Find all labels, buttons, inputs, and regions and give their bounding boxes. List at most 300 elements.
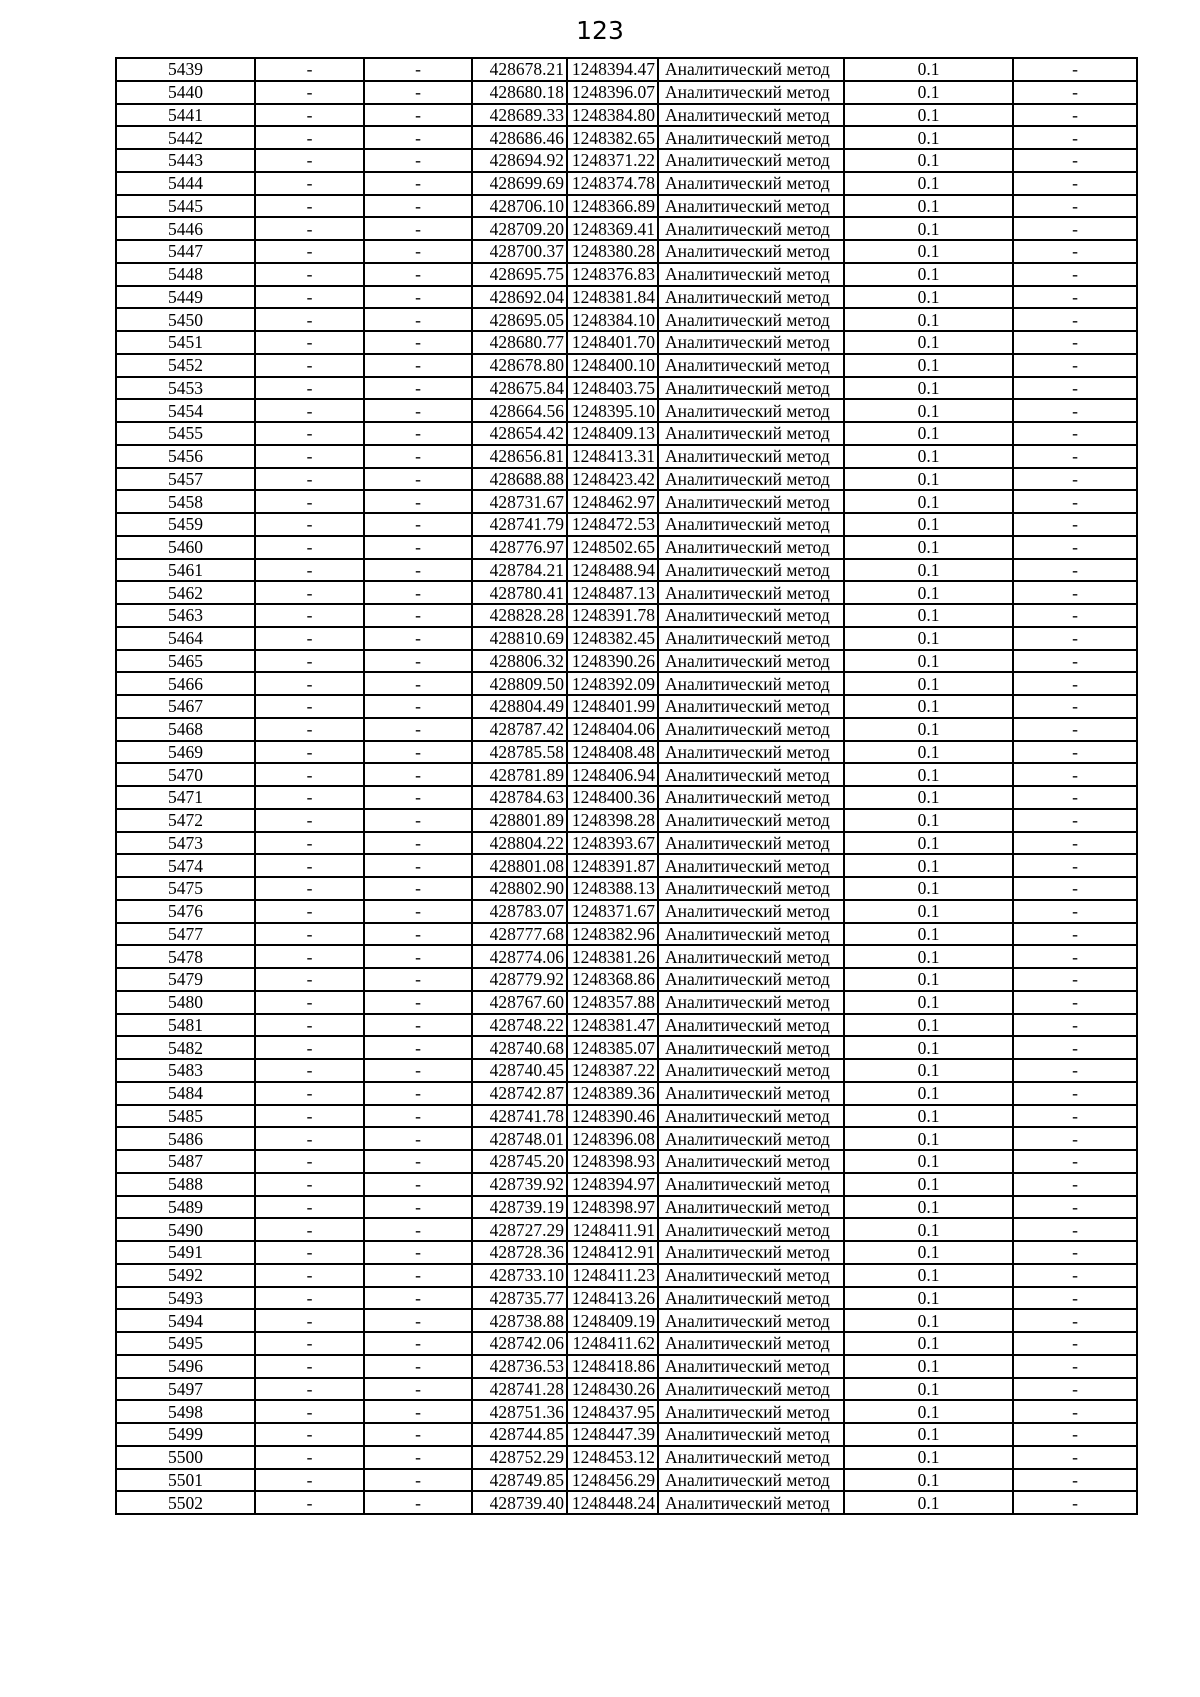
table-row: [116, 809, 1137, 832]
empty-dash-cell: -: [255, 1218, 364, 1241]
x-coordinate-cell: 428748.01: [472, 1127, 567, 1150]
method-cell: Аналитический метод: [658, 1218, 844, 1241]
y-coordinate-cell: 1248380.28: [567, 240, 658, 263]
y-coordinate-cell: 1248418.86: [567, 1355, 658, 1378]
table-row: [116, 172, 1137, 195]
point-number-cell: 5493: [116, 1287, 255, 1310]
empty-dash-cell: -: [255, 923, 364, 946]
table-row: [116, 900, 1137, 923]
empty-dash-cell: -: [1013, 263, 1137, 286]
accuracy-cell: 0.1: [844, 513, 1013, 536]
x-coordinate-cell: 428751.36: [472, 1400, 567, 1423]
point-number-cell: 5492: [116, 1264, 255, 1287]
method-cell: Аналитический метод: [658, 1287, 844, 1310]
empty-dash-cell: -: [255, 672, 364, 695]
method-cell: Аналитический метод: [658, 581, 844, 604]
x-coordinate-cell: 428744.85: [472, 1423, 567, 1446]
point-number-cell: 5444: [116, 172, 255, 195]
empty-dash-cell: -: [255, 1378, 364, 1401]
x-coordinate-cell: 428784.63: [472, 786, 567, 809]
table-row: [116, 126, 1137, 149]
empty-dash-cell: -: [364, 581, 472, 604]
point-number-cell: 5461: [116, 559, 255, 582]
accuracy-cell: 0.1: [844, 854, 1013, 877]
point-number-cell: 5498: [116, 1400, 255, 1423]
empty-dash-cell: -: [1013, 286, 1137, 309]
x-coordinate-cell: 428740.68: [472, 1036, 567, 1059]
table-row: [116, 1105, 1137, 1128]
empty-dash-cell: -: [255, 877, 364, 900]
point-number-cell: 5464: [116, 627, 255, 650]
empty-dash-cell: -: [255, 81, 364, 104]
empty-dash-cell: -: [364, 490, 472, 513]
empty-dash-cell: -: [364, 1469, 472, 1492]
empty-dash-cell: -: [364, 695, 472, 718]
empty-dash-cell: -: [255, 627, 364, 650]
empty-dash-cell: -: [364, 58, 472, 81]
accuracy-cell: 0.1: [844, 263, 1013, 286]
table-row: [116, 536, 1137, 559]
table-row: [116, 1082, 1137, 1105]
accuracy-cell: 0.1: [844, 945, 1013, 968]
empty-dash-cell: -: [255, 1127, 364, 1150]
point-number-cell: 5454: [116, 399, 255, 422]
empty-dash-cell: -: [1013, 308, 1137, 331]
empty-dash-cell: -: [1013, 536, 1137, 559]
method-cell: Аналитический метод: [658, 1082, 844, 1105]
empty-dash-cell: -: [1013, 763, 1137, 786]
table-body: [116, 58, 1137, 1514]
method-cell: Аналитический метод: [658, 104, 844, 127]
accuracy-cell: 0.1: [844, 1150, 1013, 1173]
point-number-cell: 5440: [116, 81, 255, 104]
table-row: [116, 672, 1137, 695]
method-cell: Аналитический метод: [658, 1400, 844, 1423]
empty-dash-cell: -: [1013, 468, 1137, 491]
point-number-cell: 5491: [116, 1241, 255, 1264]
y-coordinate-cell: 1248400.36: [567, 786, 658, 809]
y-coordinate-cell: 1248381.26: [567, 945, 658, 968]
empty-dash-cell: -: [364, 1355, 472, 1378]
accuracy-cell: 0.1: [844, 1446, 1013, 1469]
x-coordinate-cell: 428664.56: [472, 399, 567, 422]
x-coordinate-cell: 428745.20: [472, 1150, 567, 1173]
method-cell: Аналитический метод: [658, 1241, 844, 1264]
empty-dash-cell: -: [255, 900, 364, 923]
empty-dash-cell: -: [255, 195, 364, 218]
empty-dash-cell: -: [364, 1218, 472, 1241]
accuracy-cell: 0.1: [844, 763, 1013, 786]
x-coordinate-cell: 428733.10: [472, 1264, 567, 1287]
y-coordinate-cell: 1248382.45: [567, 627, 658, 650]
empty-dash-cell: -: [364, 559, 472, 582]
empty-dash-cell: -: [364, 923, 472, 946]
empty-dash-cell: -: [255, 1332, 364, 1355]
empty-dash-cell: -: [1013, 627, 1137, 650]
empty-dash-cell: -: [364, 718, 472, 741]
table-row: [116, 490, 1137, 513]
point-number-cell: 5450: [116, 308, 255, 331]
table-row: [116, 877, 1137, 900]
point-number-cell: 5447: [116, 240, 255, 263]
empty-dash-cell: -: [1013, 1241, 1137, 1264]
empty-dash-cell: -: [1013, 945, 1137, 968]
accuracy-cell: 0.1: [844, 581, 1013, 604]
table-row: [116, 718, 1137, 741]
method-cell: Аналитический метод: [658, 263, 844, 286]
accuracy-cell: 0.1: [844, 217, 1013, 240]
y-coordinate-cell: 1248395.10: [567, 399, 658, 422]
point-number-cell: 5460: [116, 536, 255, 559]
y-coordinate-cell: 1248382.65: [567, 126, 658, 149]
accuracy-cell: 0.1: [844, 1287, 1013, 1310]
accuracy-cell: 0.1: [844, 650, 1013, 673]
table-row: [116, 1264, 1137, 1287]
method-cell: Аналитический метод: [658, 1469, 844, 1492]
empty-dash-cell: -: [255, 1036, 364, 1059]
empty-dash-cell: -: [255, 650, 364, 673]
method-cell: Аналитический метод: [658, 695, 844, 718]
x-coordinate-cell: 428739.40: [472, 1491, 567, 1514]
y-coordinate-cell: 1248453.12: [567, 1446, 658, 1469]
accuracy-cell: 0.1: [844, 536, 1013, 559]
method-cell: Аналитический метод: [658, 877, 844, 900]
table-row: [116, 399, 1137, 422]
empty-dash-cell: -: [364, 1400, 472, 1423]
y-coordinate-cell: 1248394.47: [567, 58, 658, 81]
x-coordinate-cell: 428678.80: [472, 354, 567, 377]
empty-dash-cell: -: [364, 1150, 472, 1173]
point-number-cell: 5477: [116, 923, 255, 946]
empty-dash-cell: -: [255, 1059, 364, 1082]
x-coordinate-cell: 428787.42: [472, 718, 567, 741]
empty-dash-cell: -: [1013, 1105, 1137, 1128]
accuracy-cell: 0.1: [844, 468, 1013, 491]
point-number-cell: 5445: [116, 195, 255, 218]
empty-dash-cell: -: [364, 104, 472, 127]
empty-dash-cell: -: [255, 217, 364, 240]
point-number-cell: 5439: [116, 58, 255, 81]
accuracy-cell: 0.1: [844, 991, 1013, 1014]
x-coordinate-cell: 428828.28: [472, 604, 567, 627]
y-coordinate-cell: 1248409.19: [567, 1309, 658, 1332]
method-cell: Аналитический метод: [658, 468, 844, 491]
point-number-cell: 5486: [116, 1127, 255, 1150]
y-coordinate-cell: 1248411.23: [567, 1264, 658, 1287]
point-number-cell: 5490: [116, 1218, 255, 1241]
point-number-cell: 5495: [116, 1332, 255, 1355]
empty-dash-cell: -: [364, 308, 472, 331]
table-row: [116, 422, 1137, 445]
accuracy-cell: 0.1: [844, 1196, 1013, 1219]
table-row: [116, 195, 1137, 218]
point-number-cell: 5476: [116, 900, 255, 923]
y-coordinate-cell: 1248413.26: [567, 1287, 658, 1310]
point-number-cell: 5487: [116, 1150, 255, 1173]
table-row: [116, 627, 1137, 650]
empty-dash-cell: -: [1013, 809, 1137, 832]
empty-dash-cell: -: [255, 604, 364, 627]
empty-dash-cell: -: [1013, 513, 1137, 536]
empty-dash-cell: -: [255, 1309, 364, 1332]
point-number-cell: 5469: [116, 741, 255, 764]
empty-dash-cell: -: [364, 1378, 472, 1401]
x-coordinate-cell: 428728.36: [472, 1241, 567, 1264]
empty-dash-cell: -: [364, 1082, 472, 1105]
method-cell: Аналитический метод: [658, 1150, 844, 1173]
y-coordinate-cell: 1248382.96: [567, 923, 658, 946]
method-cell: Аналитический метод: [658, 604, 844, 627]
empty-dash-cell: -: [364, 81, 472, 104]
table-row: [116, 354, 1137, 377]
x-coordinate-cell: 428779.92: [472, 968, 567, 991]
y-coordinate-cell: 1248391.87: [567, 854, 658, 877]
empty-dash-cell: -: [1013, 1446, 1137, 1469]
method-cell: Аналитический метод: [658, 1036, 844, 1059]
empty-dash-cell: -: [1013, 399, 1137, 422]
x-coordinate-cell: 428695.05: [472, 308, 567, 331]
accuracy-cell: 0.1: [844, 672, 1013, 695]
y-coordinate-cell: 1248398.93: [567, 1150, 658, 1173]
y-coordinate-cell: 1248403.75: [567, 377, 658, 400]
empty-dash-cell: -: [364, 399, 472, 422]
empty-dash-cell: -: [255, 399, 364, 422]
empty-dash-cell: -: [1013, 672, 1137, 695]
table-row: [116, 1446, 1137, 1469]
accuracy-cell: 0.1: [844, 126, 1013, 149]
table-row: [116, 1014, 1137, 1037]
point-number-cell: 5482: [116, 1036, 255, 1059]
table-row: [116, 1241, 1137, 1264]
x-coordinate-cell: 428680.18: [472, 81, 567, 104]
table-row: [116, 650, 1137, 673]
empty-dash-cell: -: [1013, 695, 1137, 718]
x-coordinate-cell: 428695.75: [472, 263, 567, 286]
empty-dash-cell: -: [255, 308, 364, 331]
empty-dash-cell: -: [255, 445, 364, 468]
point-number-cell: 5462: [116, 581, 255, 604]
table-row: [116, 445, 1137, 468]
empty-dash-cell: -: [255, 1150, 364, 1173]
empty-dash-cell: -: [255, 1196, 364, 1219]
empty-dash-cell: -: [255, 991, 364, 1014]
empty-dash-cell: -: [255, 1014, 364, 1037]
empty-dash-cell: -: [1013, 991, 1137, 1014]
empty-dash-cell: -: [1013, 1332, 1137, 1355]
empty-dash-cell: -: [255, 1241, 364, 1264]
point-number-cell: 5478: [116, 945, 255, 968]
table-row: [116, 1355, 1137, 1378]
method-cell: Аналитический метод: [658, 1059, 844, 1082]
x-coordinate-cell: 428727.29: [472, 1218, 567, 1241]
empty-dash-cell: -: [1013, 445, 1137, 468]
accuracy-cell: 0.1: [844, 559, 1013, 582]
accuracy-cell: 0.1: [844, 58, 1013, 81]
empty-dash-cell: -: [255, 104, 364, 127]
empty-dash-cell: -: [1013, 1127, 1137, 1150]
point-number-cell: 5453: [116, 377, 255, 400]
x-coordinate-cell: 428801.08: [472, 854, 567, 877]
empty-dash-cell: -: [1013, 240, 1137, 263]
accuracy-cell: 0.1: [844, 1105, 1013, 1128]
empty-dash-cell: -: [1013, 1218, 1137, 1241]
y-coordinate-cell: 1248401.70: [567, 331, 658, 354]
x-coordinate-cell: 428709.20: [472, 217, 567, 240]
point-number-cell: 5446: [116, 217, 255, 240]
method-cell: Аналитический метод: [658, 1264, 844, 1287]
table-row: [116, 104, 1137, 127]
method-cell: Аналитический метод: [658, 490, 844, 513]
accuracy-cell: 0.1: [844, 741, 1013, 764]
empty-dash-cell: -: [364, 1491, 472, 1514]
empty-dash-cell: -: [1013, 650, 1137, 673]
x-coordinate-cell: 428675.84: [472, 377, 567, 400]
empty-dash-cell: -: [1013, 1014, 1137, 1037]
empty-dash-cell: -: [364, 741, 472, 764]
x-coordinate-cell: 428784.21: [472, 559, 567, 582]
method-cell: Аналитический метод: [658, 1378, 844, 1401]
empty-dash-cell: -: [1013, 1264, 1137, 1287]
empty-dash-cell: -: [1013, 832, 1137, 855]
y-coordinate-cell: 1248393.67: [567, 832, 658, 855]
method-cell: Аналитический метод: [658, 832, 844, 855]
accuracy-cell: 0.1: [844, 1491, 1013, 1514]
empty-dash-cell: -: [1013, 58, 1137, 81]
y-coordinate-cell: 1248368.86: [567, 968, 658, 991]
method-cell: Аналитический метод: [658, 1491, 844, 1514]
y-coordinate-cell: 1248430.26: [567, 1378, 658, 1401]
y-coordinate-cell: 1248400.10: [567, 354, 658, 377]
empty-dash-cell: -: [255, 718, 364, 741]
x-coordinate-cell: 428777.68: [472, 923, 567, 946]
empty-dash-cell: -: [255, 1264, 364, 1287]
empty-dash-cell: -: [364, 877, 472, 900]
empty-dash-cell: -: [364, 809, 472, 832]
empty-dash-cell: -: [364, 1059, 472, 1082]
empty-dash-cell: -: [255, 809, 364, 832]
table-row: [116, 695, 1137, 718]
accuracy-cell: 0.1: [844, 240, 1013, 263]
table-row: [116, 1491, 1137, 1514]
accuracy-cell: 0.1: [844, 1355, 1013, 1378]
point-number-cell: 5488: [116, 1173, 255, 1196]
empty-dash-cell: -: [255, 422, 364, 445]
method-cell: Аналитический метод: [658, 718, 844, 741]
accuracy-cell: 0.1: [844, 627, 1013, 650]
empty-dash-cell: -: [255, 1423, 364, 1446]
point-number-cell: 5483: [116, 1059, 255, 1082]
point-number-cell: 5466: [116, 672, 255, 695]
table-row: [116, 1469, 1137, 1492]
method-cell: Аналитический метод: [658, 308, 844, 331]
accuracy-cell: 0.1: [844, 104, 1013, 127]
y-coordinate-cell: 1248423.42: [567, 468, 658, 491]
y-coordinate-cell: 1248502.65: [567, 536, 658, 559]
empty-dash-cell: -: [255, 286, 364, 309]
y-coordinate-cell: 1248374.78: [567, 172, 658, 195]
table-row: [116, 149, 1137, 172]
y-coordinate-cell: 1248384.10: [567, 308, 658, 331]
point-number-cell: 5443: [116, 149, 255, 172]
point-number-cell: 5472: [116, 809, 255, 832]
empty-dash-cell: -: [364, 1446, 472, 1469]
point-number-cell: 5484: [116, 1082, 255, 1105]
table-row: [116, 786, 1137, 809]
method-cell: Аналитический метод: [658, 536, 844, 559]
x-coordinate-cell: 428752.29: [472, 1446, 567, 1469]
method-cell: Аналитический метод: [658, 741, 844, 764]
empty-dash-cell: -: [364, 968, 472, 991]
y-coordinate-cell: 1248456.29: [567, 1469, 658, 1492]
table-row: [116, 559, 1137, 582]
point-number-cell: 5501: [116, 1469, 255, 1492]
y-coordinate-cell: 1248366.89: [567, 195, 658, 218]
empty-dash-cell: -: [255, 263, 364, 286]
y-coordinate-cell: 1248376.83: [567, 263, 658, 286]
empty-dash-cell: -: [1013, 581, 1137, 604]
accuracy-cell: 0.1: [844, 718, 1013, 741]
empty-dash-cell: -: [364, 195, 472, 218]
empty-dash-cell: -: [1013, 1400, 1137, 1423]
empty-dash-cell: -: [1013, 1059, 1137, 1082]
empty-dash-cell: -: [1013, 377, 1137, 400]
accuracy-cell: 0.1: [844, 195, 1013, 218]
method-cell: Аналитический метод: [658, 172, 844, 195]
x-coordinate-cell: 428749.85: [472, 1469, 567, 1492]
empty-dash-cell: -: [1013, 422, 1137, 445]
x-coordinate-cell: 428810.69: [472, 627, 567, 650]
y-coordinate-cell: 1248391.78: [567, 604, 658, 627]
method-cell: Аналитический метод: [658, 286, 844, 309]
empty-dash-cell: -: [1013, 126, 1137, 149]
method-cell: Аналитический метод: [658, 58, 844, 81]
y-coordinate-cell: 1248392.09: [567, 672, 658, 695]
table-row: [116, 1173, 1137, 1196]
method-cell: Аналитический метод: [658, 991, 844, 1014]
empty-dash-cell: -: [1013, 1309, 1137, 1332]
table-row: [116, 1196, 1137, 1219]
method-cell: Аналитический метод: [658, 650, 844, 673]
empty-dash-cell: -: [1013, 1036, 1137, 1059]
table-row: [116, 604, 1137, 627]
empty-dash-cell: -: [364, 1423, 472, 1446]
empty-dash-cell: -: [1013, 149, 1137, 172]
empty-dash-cell: -: [255, 945, 364, 968]
empty-dash-cell: -: [364, 1287, 472, 1310]
table-row: [116, 468, 1137, 491]
y-coordinate-cell: 1248384.80: [567, 104, 658, 127]
accuracy-cell: 0.1: [844, 1127, 1013, 1150]
y-coordinate-cell: 1248411.62: [567, 1332, 658, 1355]
empty-dash-cell: -: [255, 354, 364, 377]
y-coordinate-cell: 1248448.24: [567, 1491, 658, 1514]
empty-dash-cell: -: [364, 331, 472, 354]
x-coordinate-cell: 428688.88: [472, 468, 567, 491]
empty-dash-cell: -: [364, 172, 472, 195]
point-number-cell: 5442: [116, 126, 255, 149]
method-cell: Аналитический метод: [658, 809, 844, 832]
method-cell: Аналитический метод: [658, 1355, 844, 1378]
x-coordinate-cell: 428700.37: [472, 240, 567, 263]
empty-dash-cell: -: [1013, 490, 1137, 513]
empty-dash-cell: -: [255, 1469, 364, 1492]
empty-dash-cell: -: [364, 217, 472, 240]
method-cell: Аналитический метод: [658, 377, 844, 400]
y-coordinate-cell: 1248406.94: [567, 763, 658, 786]
empty-dash-cell: -: [1013, 1173, 1137, 1196]
empty-dash-cell: -: [1013, 1378, 1137, 1401]
y-coordinate-cell: 1248437.95: [567, 1400, 658, 1423]
